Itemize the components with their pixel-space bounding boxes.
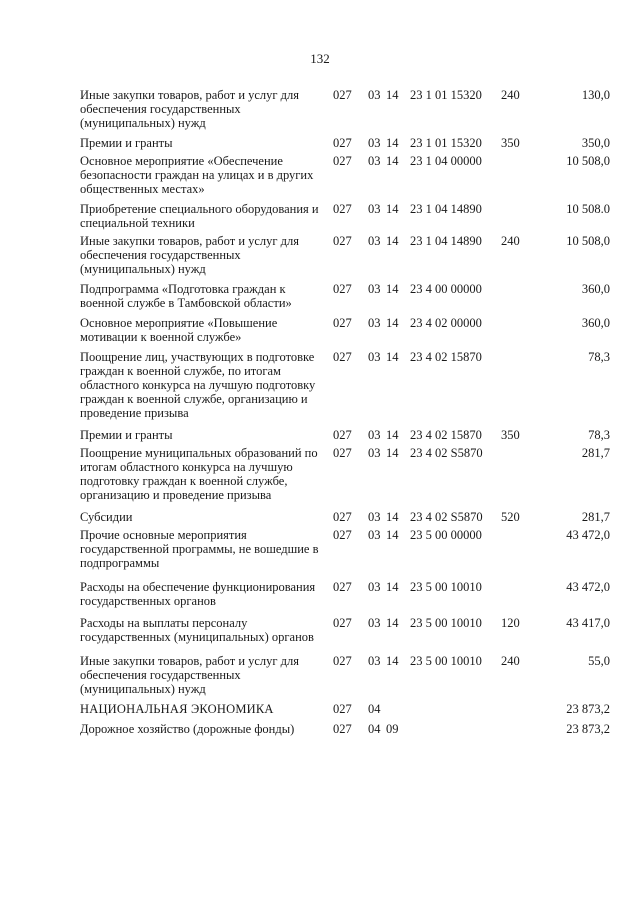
- row-grbs-code: 027: [333, 580, 352, 594]
- row-amount: 281,7: [581, 446, 610, 460]
- row-expense-type: 240: [501, 654, 520, 668]
- row-grbs-code: 027: [333, 154, 352, 168]
- row-name: Расходы на выплаты персоналу государственных (муниципальных) органов: [80, 616, 314, 644]
- row-amount: 350,0: [581, 136, 610, 150]
- row-subsection-code: 14: [386, 510, 399, 524]
- table-row: [80, 316, 620, 344]
- row-target-article: 23 1 04 00000: [410, 154, 482, 168]
- row-amount: 281,7: [581, 510, 610, 524]
- row-expense-type: 120: [501, 616, 520, 630]
- row-amount: 43 472,0: [566, 528, 610, 542]
- row-grbs-code: 027: [333, 510, 352, 524]
- page-number: 132: [310, 51, 330, 66]
- row-grbs-code: 027: [333, 136, 352, 150]
- row-grbs-code: 027: [333, 428, 352, 442]
- row-name: Иные закупки товаров, работ и услуг для обеспечения государственных (муниципальных) нужд: [80, 234, 300, 276]
- row-section-code: 03: [368, 446, 381, 460]
- row-amount: 10 508.0: [566, 202, 610, 216]
- row-expense-type: 350: [501, 136, 520, 150]
- row-name: Расходы на обеспечение функционирования государственных органов: [80, 580, 316, 608]
- row-subsection-code: 14: [386, 616, 399, 630]
- table-row: [80, 702, 620, 716]
- row-section-code: 03: [368, 616, 381, 630]
- table-row: [80, 234, 620, 276]
- row-target-article: 23 4 02 15870: [410, 428, 482, 442]
- row-section-code: 03: [368, 282, 381, 296]
- row-amount: 78,3: [588, 428, 610, 442]
- row-name: Поощрение муниципальных образований по итогам областного конкурса на лучшую подготовку граждан к военной службе, организацию и проведение призыва: [80, 446, 318, 502]
- row-grbs-code: 027: [333, 446, 352, 460]
- row-subsection-code: 14: [386, 654, 399, 668]
- row-expense-type: 520: [501, 510, 520, 524]
- row-subsection-code: 14: [386, 316, 399, 330]
- row-grbs-code: 027: [333, 616, 352, 630]
- row-section-code: 03: [368, 428, 381, 442]
- row-amount: 10 508,0: [566, 234, 610, 248]
- row-target-article: 23 4 02 S5870: [410, 446, 483, 460]
- table-row: [80, 202, 620, 230]
- table-row: [80, 154, 620, 196]
- row-amount: 10 508,0: [566, 154, 610, 168]
- row-name: Основное мероприятие «Обеспечение безопасности граждан на улицах и в других общественных местах»: [80, 154, 314, 196]
- row-amount: 360,0: [581, 282, 610, 296]
- row-subsection-code: 14: [386, 446, 399, 460]
- row-section-code: 03: [368, 580, 381, 594]
- table-row: [80, 722, 620, 736]
- row-name: Прочие основные мероприятия государственной программы, не вошедшие в подпрограммы: [80, 528, 319, 570]
- row-name: Приобретение специального оборудования и специальной техники: [80, 202, 319, 230]
- row-name: Основное мероприятие «Повышение мотивации к военной службе»: [80, 316, 278, 344]
- row-section-code: 03: [368, 202, 381, 216]
- row-subsection-code: 14: [386, 88, 399, 102]
- row-grbs-code: 027: [333, 88, 352, 102]
- row-target-article: 23 5 00 10010: [410, 654, 482, 668]
- row-amount: 23 873,2: [566, 702, 610, 716]
- row-amount: 55,0: [588, 654, 610, 668]
- row-amount: 78,3: [588, 350, 610, 364]
- row-section-code: 04: [368, 702, 381, 716]
- row-section-code: 03: [368, 510, 381, 524]
- table-row: [80, 654, 620, 696]
- row-section-code: 03: [368, 350, 381, 364]
- table-row: [80, 616, 620, 644]
- row-expense-type: 240: [501, 88, 520, 102]
- table-row: [80, 528, 620, 570]
- row-name: Иные закупки товаров, работ и услуг для обеспечения государственных (муниципальных) нужд: [80, 654, 300, 696]
- table-row: [80, 428, 620, 442]
- row-target-article: 23 5 00 10010: [410, 580, 482, 594]
- row-target-article: 23 4 02 S5870: [410, 510, 483, 524]
- row-subsection-code: 14: [386, 282, 399, 296]
- table-row: [80, 580, 620, 608]
- row-grbs-code: 027: [333, 350, 352, 364]
- row-name: Подпрограмма «Подготовка граждан к военной службе в Тамбовской области»: [80, 282, 292, 310]
- row-section-code: 03: [368, 654, 381, 668]
- row-grbs-code: 027: [333, 282, 352, 296]
- table-row: [80, 88, 620, 130]
- row-grbs-code: 027: [333, 202, 352, 216]
- row-amount: 360,0: [581, 316, 610, 330]
- row-grbs-code: 027: [333, 316, 352, 330]
- row-subsection-code: 14: [386, 580, 399, 594]
- row-section-code: 04: [368, 722, 381, 736]
- table-row: [80, 282, 620, 310]
- row-name: НАЦИОНАЛЬНАЯ ЭКОНОМИКА: [80, 702, 274, 716]
- table-row: [80, 350, 620, 420]
- row-target-article: 23 4 02 00000: [410, 316, 482, 330]
- row-subsection-code: 14: [386, 234, 399, 248]
- row-name: Субсидии: [80, 510, 133, 524]
- row-subsection-code: 14: [386, 528, 399, 542]
- row-expense-type: 240: [501, 234, 520, 248]
- row-subsection-code: 09: [386, 722, 399, 736]
- row-section-code: 03: [368, 88, 381, 102]
- row-section-code: 03: [368, 154, 381, 168]
- row-amount: 43 417,0: [566, 616, 610, 630]
- row-target-article: 23 1 01 15320: [410, 136, 482, 150]
- row-section-code: 03: [368, 136, 381, 150]
- row-subsection-code: 14: [386, 202, 399, 216]
- table-row: [80, 446, 620, 502]
- row-name: Поощрение лиц, участвующих в подготовке граждан к военной службе, по итогам областного конкурса на лучшую подготовку граждан к военной службе, организацию и проведение призыва: [80, 350, 316, 420]
- row-section-code: 03: [368, 316, 381, 330]
- row-target-article: 23 5 00 00000: [410, 528, 482, 542]
- budget-table: [80, 88, 620, 736]
- row-subsection-code: 14: [386, 154, 399, 168]
- row-subsection-code: 14: [386, 428, 399, 442]
- row-grbs-code: 027: [333, 702, 352, 716]
- row-target-article: 23 1 04 14890: [410, 234, 482, 248]
- row-expense-type: 350: [501, 428, 520, 442]
- row-grbs-code: 027: [333, 722, 352, 736]
- row-target-article: 23 5 00 10010: [410, 616, 482, 630]
- row-name: Премии и гранты: [80, 136, 173, 150]
- row-name: Иные закупки товаров, работ и услуг для обеспечения государственных (муниципальных) нужд: [80, 88, 300, 130]
- row-target-article: 23 1 01 15320: [410, 88, 482, 102]
- row-amount: 130,0: [581, 88, 610, 102]
- table-row: [80, 136, 620, 150]
- row-name: Премии и гранты: [80, 428, 173, 442]
- row-amount: 43 472,0: [566, 580, 610, 594]
- row-target-article: 23 1 04 14890: [410, 202, 482, 216]
- row-section-code: 03: [368, 528, 381, 542]
- row-grbs-code: 027: [333, 654, 352, 668]
- table-row: [80, 510, 620, 524]
- row-target-article: 23 4 02 15870: [410, 350, 482, 364]
- row-subsection-code: 14: [386, 350, 399, 364]
- row-grbs-code: 027: [333, 528, 352, 542]
- row-target-article: 23 4 00 00000: [410, 282, 482, 296]
- row-name: Дорожное хозяйство (дорожные фонды): [80, 722, 295, 736]
- row-subsection-code: 14: [386, 136, 399, 150]
- row-section-code: 03: [368, 234, 381, 248]
- row-grbs-code: 027: [333, 234, 352, 248]
- row-amount: 23 873,2: [566, 722, 610, 736]
